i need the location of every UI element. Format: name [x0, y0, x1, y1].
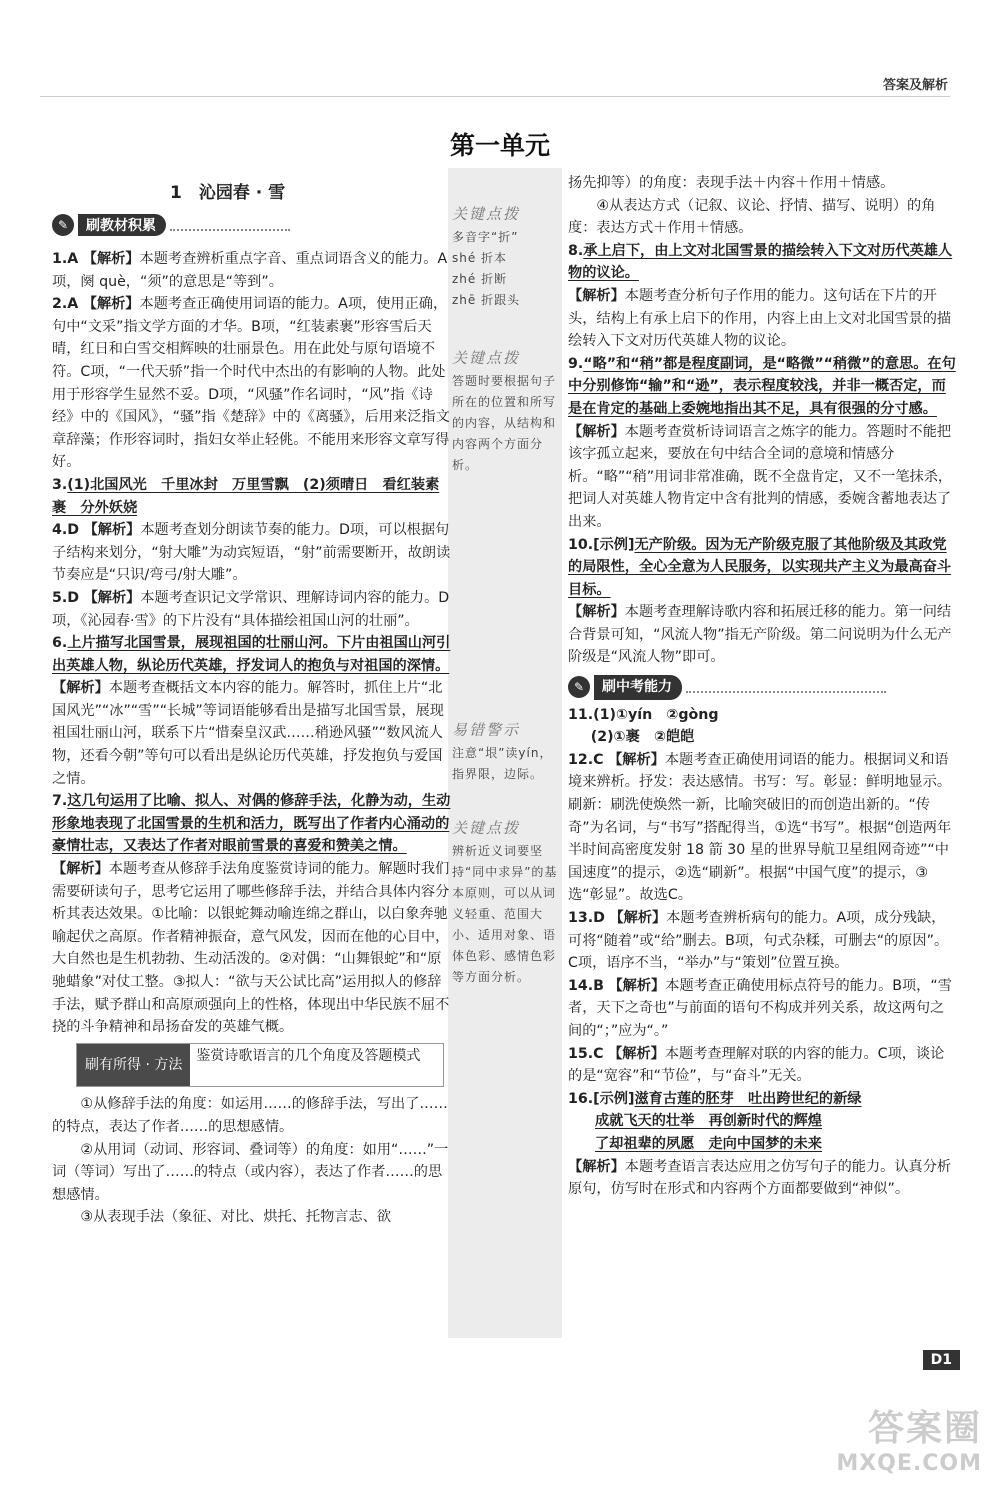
method-point-2: ②从用词（动词、形容词、叠词等）的角度：如用“……”一词（等词）写出了……的特点（或内容），表达了作者……的思想感情。: [52, 1141, 449, 1203]
answer-item-8: 8.承上启下，由上文对北国雪景的描绘转入下文对历代英雄人物的议论。: [568, 242, 953, 282]
book-icon: ✎: [568, 676, 590, 698]
side-note-1: [452, 204, 558, 311]
header-divider: [40, 96, 950, 97]
lesson-title: 1 沁园春 · 雪: [170, 183, 286, 203]
answer-item-9-analysis: 【解析】本题考查赏析诗词语言之炼字的能力。答题时不能把该字孤立起来，要放在句中结合全词的意境和情感分析。“略”“稍”用词非常准确，既不全盘肯定，又不一笔抹杀，把词人对英雄人物肯定中含有批判的情感，委婉含蓄地表达了出来。: [568, 423, 953, 530]
method-box: [76, 1043, 444, 1088]
answer-item-15: 15.C 【解析】本题考查理解对联的内容的能力。C项，谈论的是“宽容”和“节俭”，与“奋斗”无关。: [568, 1045, 945, 1085]
side-note-text: 注意“垠”读yín，指界限，边际。: [452, 746, 553, 781]
answer-item-12: 12.C 【解析】本题考查正确使用词语的能力。根据词义和语境来辨析。抒发：表达感情。书写：写。彰显：鲜明地显示。刷新：刷洗使焕然一新，比喻突破旧的而创造出新的。“传奇”为名词，与“书写”搭配得当，①选“书写”。根据“创造两年半时间高密度发射 18 箭 30 星的世界导航卫星组网奇迹”“中国速度”的提示，②选“刷新”。根据“中国气度”的提示，③选“彰显”。故选C。: [568, 751, 952, 904]
side-note-3: [452, 720, 558, 785]
header-section-label: 答案及解析: [882, 78, 948, 93]
answer-item-1: 1.A 【解析】本题考查辨析重点字音、重点词语含义的能力。A项，阕 què，“须”的意思是“等到”。: [52, 251, 448, 290]
answer-item-2: 2.A 【解析】本题考查正确使用词语的能力。A项，使用正确，句中“文采”指文学方面的才华。B项，“红装素裹”形容雪后天晴，红日和白雪交相辉映的壮丽景色。用在此处与原句语境不符。C项，“一代天骄”指一个时代中杰出的有影响的人物。此处用于形容学生显然不妥。D项，“风骚”作名词时，“风”指《诗经》中的《国风》，“骚”指《楚辞》中的《离骚》，后用来泛指文章辞藻；作形容词时，指妇女举止轻佻。不能用来形容文章写得好。: [52, 296, 450, 471]
section-badge: 刷中考能力: [594, 675, 682, 700]
answer-item-16-line3: 了却祖辈的夙愿 走向中国梦的未来: [594, 1135, 822, 1152]
page-number: D1: [923, 1350, 960, 1370]
side-note-line: zhé 折断: [452, 272, 508, 286]
answer-item-13: 13.D 【解析】本题考查辨析病句的能力。A项，成分残缺，可将“随着”或“给”删去。B项，句式杂糅，可删去“的原因”。C项，语序不当，“举办”与“策划”位置互换。: [568, 910, 949, 972]
section-banner-textbook: [52, 214, 290, 236]
side-note-text: 答题时要根据句子所在的位置和所写的内容，从结构和内容两个方面分析。: [452, 374, 557, 472]
answer-item-6-analysis: 【解析】本题考查概括文本内容的能力。解答时，抓住上片“北国风光”“冰”“雪”“长城”等词语能够看出是描写北国雪景，展现祖国壮丽山河，联系下片“惜秦皇汉武……稍逊风骚”“数风流人物，还看今朝”等句可以看出是纵论历代英雄，抒发抱负与爱国之情。: [52, 680, 444, 787]
answer-item-4: 4.D 【解析】本题考查划分朗读节奏的能力。D项，可以根据句子结构来划分，“射大雕”为动宾短语，“射”前需要断开，故朗读节奏应是“只识/弯弓/射大雕”。: [52, 522, 451, 584]
answer-item-11-part2: (2)①裹 ②皑皑: [590, 729, 695, 746]
answer-item-10: 10.[示例]无产阶级。因为无产阶级克服了其他阶级及其政党的局限性，全心全意为人民服务，以实现共产主义为最高奋斗目标。: [568, 536, 952, 598]
method-point-4: ④从表达方式（记叙、议论、抒情、描写、说明）的角度：表达方式＋作用＋情感。: [568, 197, 936, 237]
side-note-2: [452, 348, 558, 476]
side-note-line: zhē 折跟头: [452, 293, 521, 307]
answer-item-14: 14.B 【解析】本题考查正确使用标点符号的能力。B项，“雪者，天下之奇也”与前面的语句不构成并列关系，故这两句之间的“；”应为“。”: [568, 977, 952, 1039]
answer-item-11: 11.(1)①yín ②gòng: [568, 706, 719, 723]
watermark-title: 答案圈: [867, 1408, 982, 1449]
answer-item-9: 9.“略”和“稍”都是程度副词，是“略微”“稍微”的意思。在句中分别修饰“输”和“逊”，表示程度较浅，并非一概否定，而是在肯定的基础上委婉地指出其不足，具有很强的分寸感。: [568, 355, 956, 417]
right-column: [568, 172, 958, 1201]
side-note-subtitle: 多音字“折”: [452, 230, 519, 244]
method-point-3: ③从表现手法（象征、对比、烘托、托物言志、欲: [80, 1209, 392, 1226]
answer-item-10-analysis: 【解析】本题考查理解诗歌内容和拓展迁移的能力。第一问结合背景可知，“风流人物”指无产阶级。第二问说明为什么无产阶级是“风流人物”即可。: [568, 604, 952, 666]
answer-item-16-analysis: 【解析】本题考查语言表达应用之仿写句子的能力。认真分析原句，仿写时在形式和内容两个方面都要做到“神似”。: [568, 1158, 952, 1198]
answer-item-6: 6.上片描写北国雪景，展现祖国的壮丽山河。下片由祖国山河引出英雄人物，纵论历代英雄，抒发词人的抱负与对祖国的深情。: [52, 635, 451, 674]
dotted-rule: [170, 219, 290, 231]
method-point-1: ①从修辞手法的角度：如运用……的修辞手法，写出了……的特点，表达了作者……的思想感情。: [52, 1096, 448, 1135]
watermark-url: MXQE.COM: [836, 1451, 982, 1476]
side-note-4: [452, 818, 558, 988]
book-icon: ✎: [52, 214, 74, 236]
answer-item-5: 5.D 【解析】本题考查识记文学常识、理解诗词内容的能力。D项，《沁园春·雪》的下片没有“具体描绘祖国山河的壮丽”。: [52, 589, 450, 629]
side-note-text: 辨析近义词要坚持“同中求异”的基本原则，可以从词义轻重、范围大小、适用对象、语体色彩、感情色彩等方面分析。: [452, 844, 558, 984]
answer-item-3: 3.(1)北国风光 千里冰封 万里雪飘 (2)须晴日 看红装素裹 分外妖娆: [52, 476, 440, 516]
watermark-logo: [836, 1400, 982, 1476]
method-point-3-cont: 扬先抑等）的角度：表现手法＋内容＋作用＋情感。: [568, 175, 895, 191]
section-badge: 刷教材积累: [78, 214, 166, 236]
side-note-heading: 关键点拨: [452, 205, 521, 223]
answer-item-8-analysis: 【解析】本题考查分析句子作用的能力。这句话在下片的开头，结构上有承上启下的作用，内容上由上文对北国雪景的描绘转入下文对历代英雄人物的议论。: [568, 287, 952, 350]
side-note-heading: 关键点拨: [452, 819, 521, 837]
dotted-rule: [686, 681, 886, 693]
answer-item-7: 7.这几句运用了比喻、拟人、对偶的修辞手法，化静为动，生动形象地表现了北国雪景的生机和活力，既写出了作者内心涌动的豪情壮志，又表达了作者对眼前雪景的喜爱和赞美之情。: [52, 793, 451, 855]
method-title: 鉴赏诗歌语言的几个角度及答题模式: [196, 1047, 421, 1064]
side-note-heading: 易错警示: [452, 721, 521, 739]
method-label: 刷有所得 · 方法: [77, 1044, 190, 1087]
answer-item-16-line2: 成就飞天的壮举 再创新时代的辉煌: [594, 1113, 822, 1130]
side-note-heading: 关键点拨: [452, 349, 521, 367]
side-note-line: shé 折本: [452, 251, 508, 265]
answer-item-16: 16.[示例]滋育古莲的胚芽 吐出跨世纪的新绿: [568, 1090, 862, 1107]
section-banner-exam: [568, 675, 886, 700]
answer-item-7-analysis: 【解析】本题考查从修辞手法角度鉴赏诗词的能力。解题时我们需要研读句子，思考它运用了哪些修辞手法，并结合具体内容分析其表达效果。①比喻：以银蛇舞动喻连绵之群山，以白象奔驰喻起伏之高原。作者精神振奋，意气风发，因而在他的心目中，大自然也是生机勃勃、生动活泼的。②对偶：“山舞银蛇”和“原驰蜡象”对仗工整。③拟人：“欲与天公试比高”运用拟人的修辞手法，赋予群山和高原顽强向上的性格，体现出中华民族不屈不挠的斗争精神和昂扬奋发的英雄气概。: [52, 861, 450, 1036]
unit-title: 第一单元: [449, 131, 550, 160]
left-column: [52, 248, 452, 1229]
